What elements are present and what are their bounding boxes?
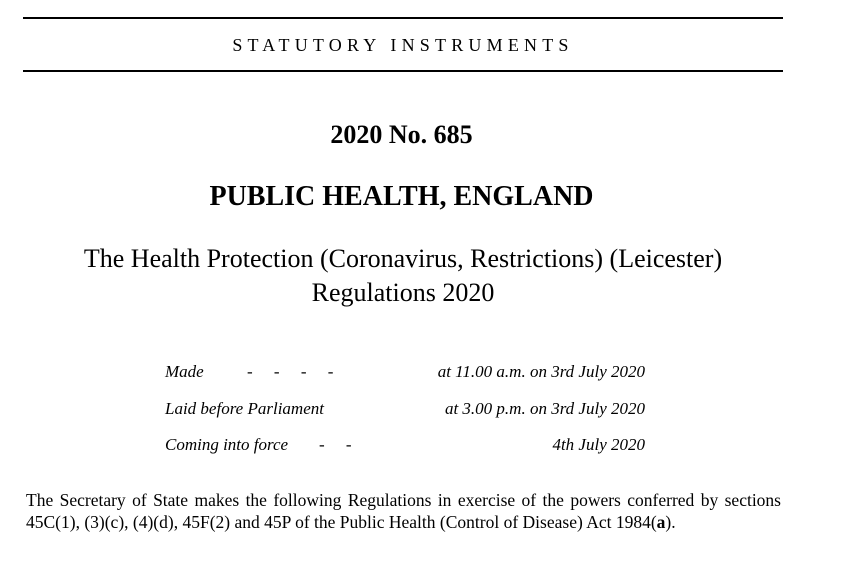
- preamble-text-end: ).: [665, 512, 676, 532]
- date-label: Made: [165, 362, 204, 381]
- date-row-laid: [165, 397, 645, 434]
- title-line-2: Regulations 2020: [311, 278, 495, 307]
- date-row-in-force: [165, 433, 645, 470]
- date-value: 4th July 2020: [552, 435, 645, 454]
- top-rule: [23, 17, 783, 19]
- date-leader: - -: [319, 435, 352, 454]
- instrument-number: 2020 No. 685: [330, 120, 473, 149]
- date-label: Laid before Parliament: [165, 398, 324, 418]
- bottom-rule: [23, 70, 783, 72]
- date-label: Coming into force: [165, 435, 289, 454]
- instrument-title: [23, 242, 783, 310]
- instrument-subject: PUBLIC HEALTH, ENGLAND: [209, 181, 594, 212]
- series-heading: STATUTORY INSTRUMENTS: [232, 35, 574, 55]
- dates-table: [165, 360, 645, 470]
- title-line-1: The Health Protection (Coronavirus, Restrictions) (Leicester): [83, 244, 723, 273]
- footnote-reference[interactable]: a: [656, 512, 666, 532]
- date-leader: - - - -: [247, 362, 334, 381]
- preamble-text: The Secretary of State makes the following Regulations in exercise of the powers conferred by sections 45C(1), (3)(c), (4)(d), 45F(2) and 45P of the Public Health (Control of Disease) Act 1984(: [26, 490, 781, 532]
- date-value: at 11.00 a.m. on 3rd July 2020: [437, 362, 645, 381]
- date-value: at 3.00 p.m. on 3rd July 2020: [444, 398, 645, 418]
- date-row-made: [165, 360, 645, 397]
- preamble-paragraph: [26, 489, 781, 533]
